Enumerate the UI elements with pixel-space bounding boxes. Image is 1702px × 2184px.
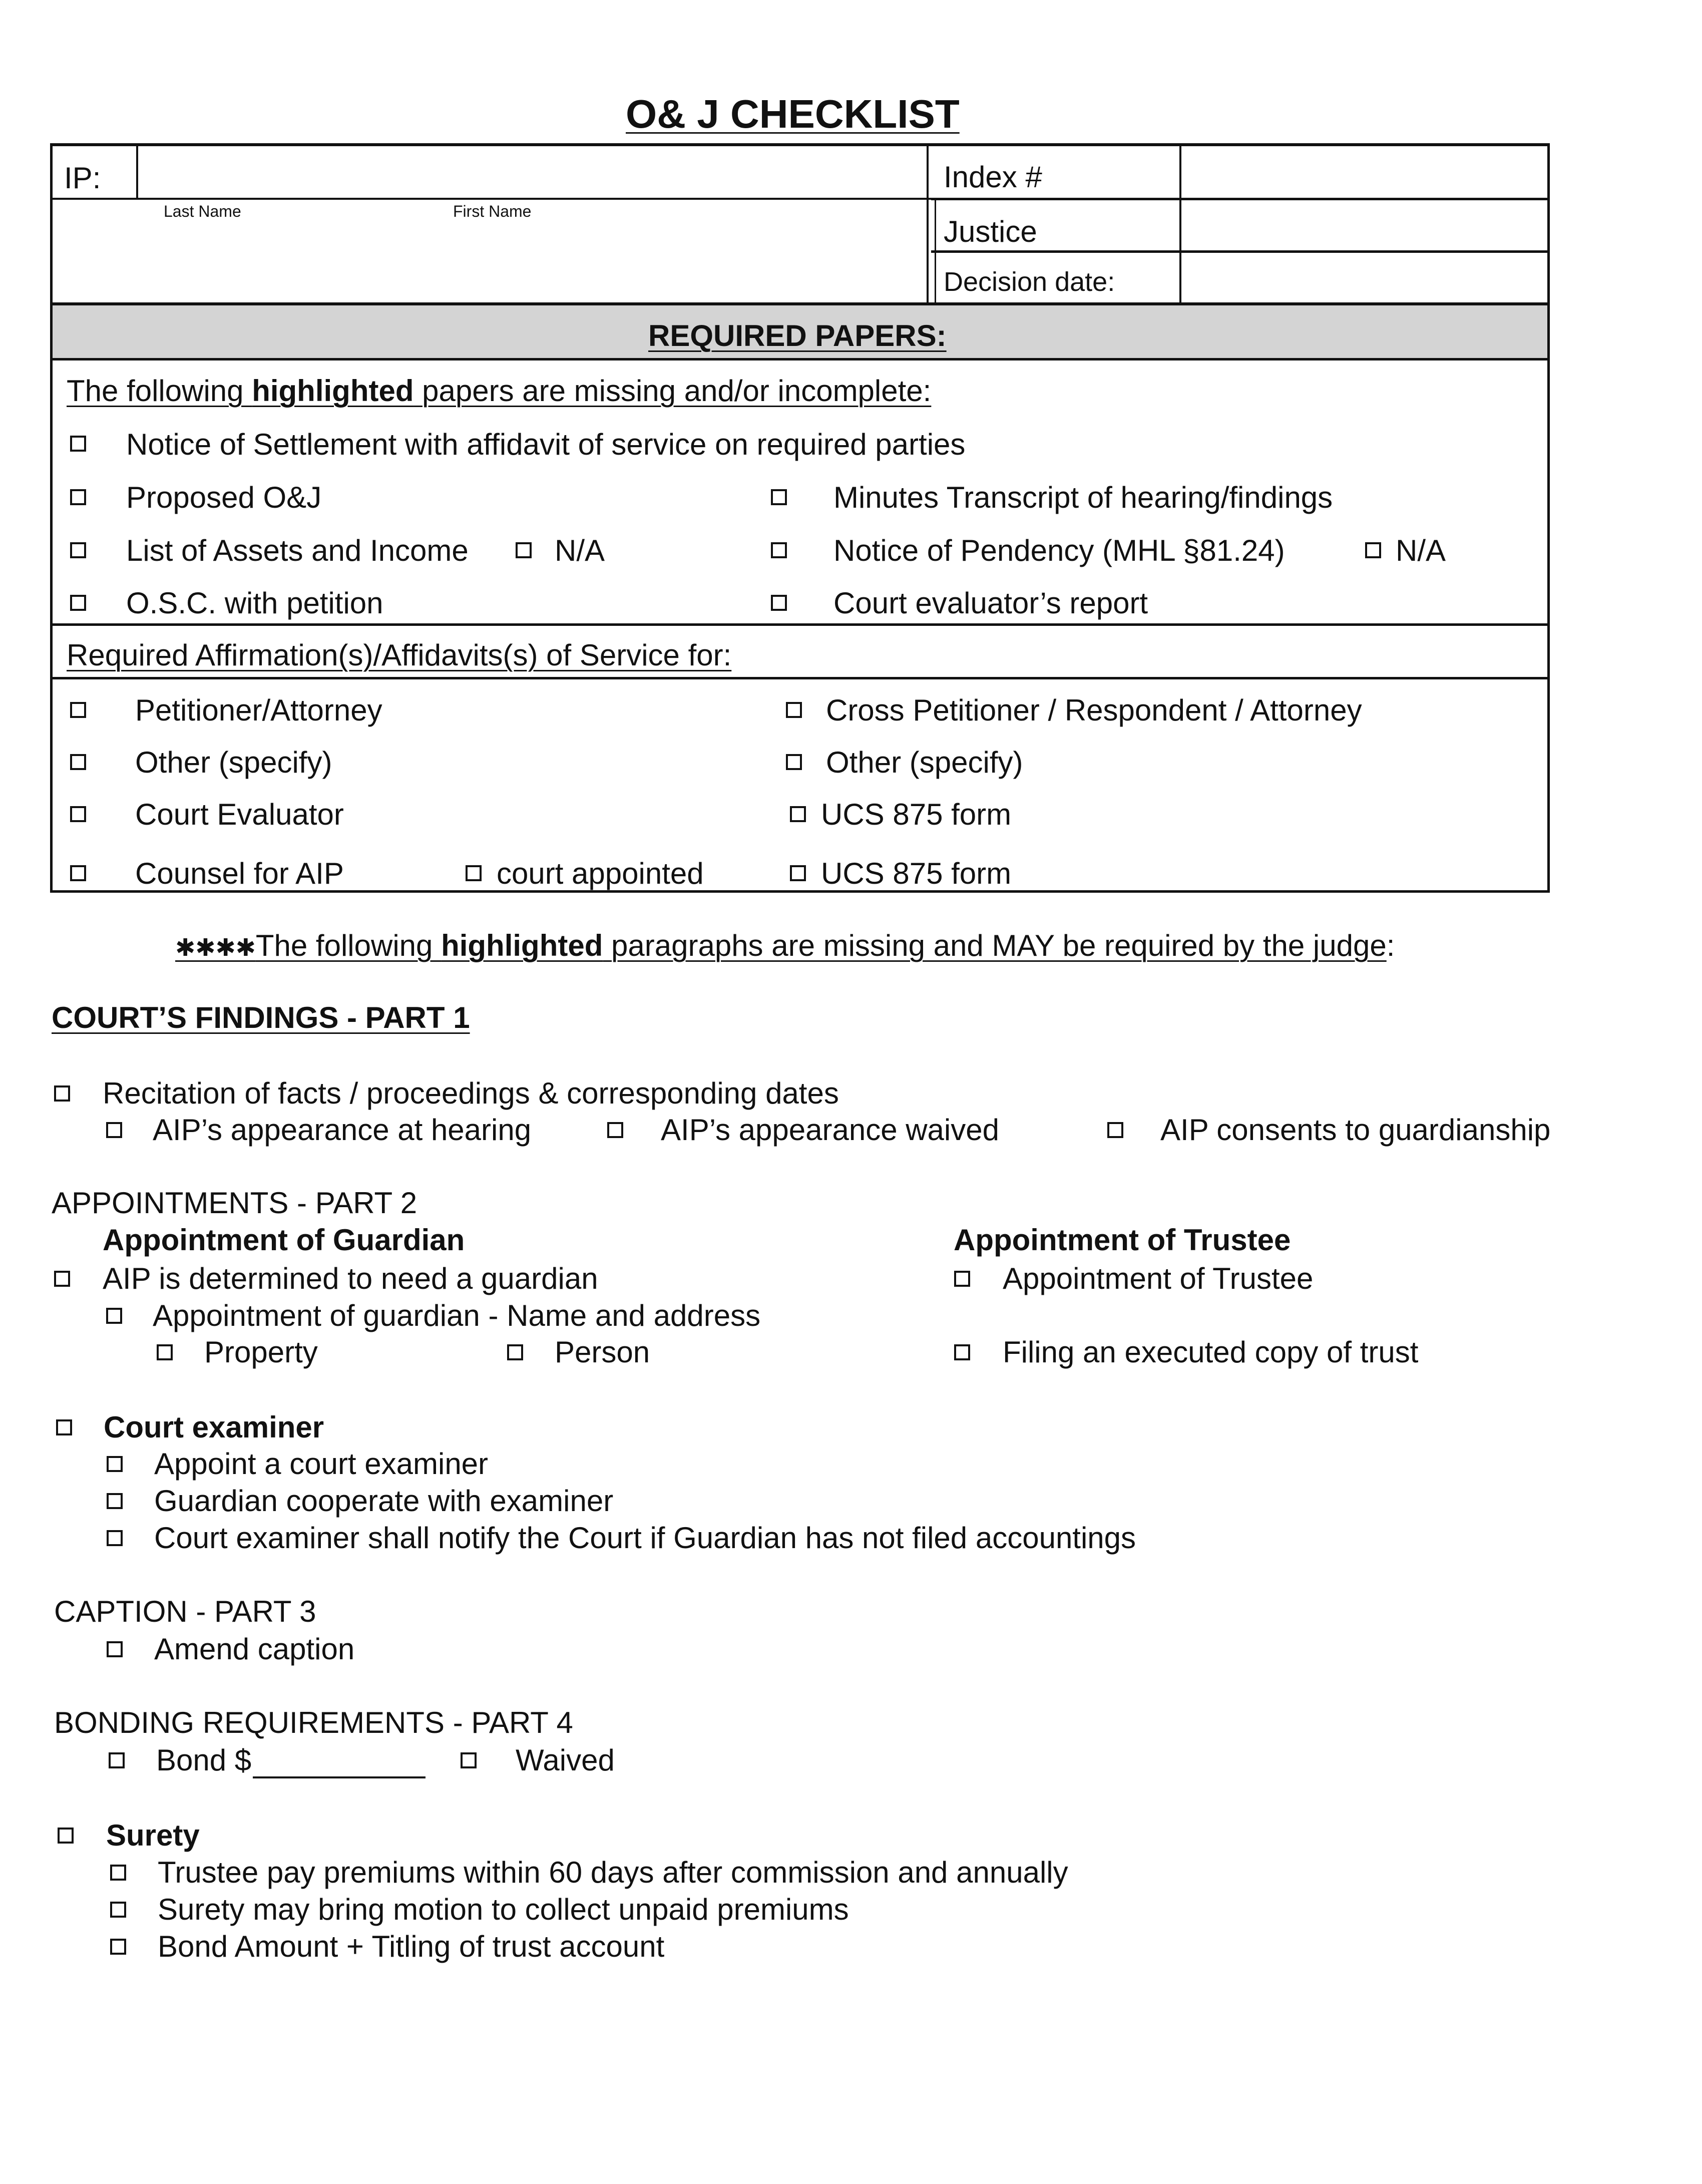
- checkbox-appearance-waived[interactable]: [607, 1122, 623, 1138]
- checkbox-examiner-item[interactable]: [107, 1530, 123, 1546]
- required-papers-heading: REQUIRED PAPERS:: [648, 319, 947, 352]
- cross-label: Cross Petitioner / Respondent / Attorney: [826, 693, 1362, 727]
- checkbox-examiner-item[interactable]: [107, 1456, 123, 1472]
- court-examiner-heading: Court examiner: [104, 1410, 324, 1444]
- bond-label: Bond $: [156, 1743, 252, 1777]
- proposed-oj-label: Proposed O&J: [126, 481, 322, 514]
- checkbox-filing-trust[interactable]: [954, 1344, 970, 1360]
- checkbox-osc[interactable]: [70, 595, 86, 611]
- part1-heading: COURT’S FINDINGS - PART 1: [52, 1001, 470, 1034]
- checkbox-ucs-1[interactable]: [790, 806, 806, 822]
- checkbox-person[interactable]: [507, 1344, 523, 1360]
- examiner-item-label: Court examiner shall notify the Court if Guardian has not filed accountings: [154, 1521, 1136, 1555]
- paragraphs-note: ✱✱✱✱The following highlighted paragraphs are missing and MAY be required by the judge:: [175, 929, 1395, 962]
- appearance-label: AIP’s appearance at hearing: [153, 1113, 532, 1147]
- counsel-label: Counsel for AIP: [135, 857, 344, 890]
- minutes-label: Minutes Transcript of hearing/findings: [833, 481, 1333, 514]
- index-field[interactable]: [1182, 146, 1546, 197]
- notice-settlement-label: Notice of Settlement with affidavit of service on required parties: [126, 428, 966, 461]
- last-name-label: Last Name: [164, 202, 241, 220]
- checkbox-counsel[interactable]: [70, 865, 86, 881]
- ip-name-field[interactable]: [139, 146, 926, 197]
- checkbox-appoint-guardian[interactable]: [106, 1308, 122, 1324]
- checkbox-appoint-trustee[interactable]: [954, 1271, 970, 1287]
- checkbox-examiner-item[interactable]: [107, 1493, 123, 1509]
- decision-date-label: Decision date:: [944, 267, 1115, 297]
- ucs-2-label: UCS 875 form: [821, 857, 1012, 890]
- ucs-1-label: UCS 875 form: [821, 798, 1012, 831]
- evaluator-report-label: Court evaluator’s report: [833, 586, 1148, 620]
- checkbox-proposed-oj[interactable]: [70, 489, 86, 505]
- checkbox-surety[interactable]: [58, 1828, 74, 1844]
- filing-trust-label: Filing an executed copy of trust: [1003, 1335, 1419, 1369]
- trustee-heading: Appointment of Trustee: [954, 1223, 1291, 1257]
- checkbox-court-examiner[interactable]: [56, 1419, 72, 1435]
- person-label: Person: [555, 1335, 650, 1369]
- bond-waived-label: Waived: [516, 1743, 615, 1777]
- assets-na-label: N/A: [555, 534, 605, 567]
- pendency-na-label: N/A: [1396, 534, 1446, 567]
- surety-item-label: Bond Amount + Titling of trust account: [158, 1930, 665, 1963]
- checkbox-surety-item[interactable]: [110, 1902, 126, 1918]
- checkbox-court-appointed[interactable]: [466, 865, 482, 881]
- checkbox-notice-settlement[interactable]: [70, 436, 86, 452]
- guardian-heading: Appointment of Guardian: [103, 1223, 465, 1257]
- checkbox-ucs-2[interactable]: [790, 865, 806, 881]
- surety-heading: Surety: [106, 1818, 200, 1852]
- pendency-label: Notice of Pendency (MHL §81.24): [833, 534, 1285, 567]
- checkbox-bond-waived[interactable]: [461, 1752, 477, 1768]
- decision-date-field[interactable]: [1182, 253, 1546, 302]
- other-right-label: Other (specify): [826, 746, 1023, 779]
- surety-item-label: Surety may bring motion to collect unpaid premiums: [158, 1893, 849, 1926]
- ip-label: IP:: [64, 161, 101, 195]
- appoint-trustee-label: Appointment of Trustee: [1003, 1262, 1314, 1295]
- first-name-label: First Name: [453, 202, 532, 220]
- checkbox-petitioner[interactable]: [70, 702, 86, 718]
- checkbox-assets[interactable]: [70, 542, 86, 558]
- needs-guardian-label: AIP is determined to need a guardian: [103, 1262, 598, 1295]
- part2-heading: APPOINTMENTS - PART 2: [52, 1186, 417, 1220]
- checkbox-recitation[interactable]: [54, 1085, 70, 1102]
- examiner-item-label: Appoint a court examiner: [154, 1447, 489, 1481]
- checkbox-surety-item[interactable]: [110, 1939, 126, 1955]
- part3-heading: CAPTION - PART 3: [54, 1595, 316, 1628]
- court-appointed-label: court appointed: [497, 857, 704, 890]
- checkbox-amend-caption[interactable]: [107, 1641, 123, 1657]
- checkbox-bond[interactable]: [109, 1752, 125, 1768]
- checkbox-assets-na[interactable]: [516, 542, 532, 558]
- page-title: O& J CHECKLIST: [626, 92, 960, 136]
- justice-label: Justice: [944, 215, 1037, 248]
- other-left-label: Other (specify): [135, 746, 332, 779]
- petitioner-label: Petitioner/Attorney: [135, 693, 382, 727]
- bond-amount-field[interactable]: [253, 1742, 426, 1778]
- part4-heading: BONDING REQUIREMENTS - PART 4: [54, 1706, 573, 1739]
- checkbox-other-right[interactable]: [786, 754, 802, 770]
- checkbox-surety-item[interactable]: [110, 1865, 126, 1881]
- justice-field[interactable]: [1182, 200, 1546, 250]
- evaluator-label: Court Evaluator: [135, 798, 344, 831]
- recitation-label: Recitation of facts / proceedings & corresponding dates: [103, 1076, 839, 1110]
- examiner-item-label: Guardian cooperate with examiner: [154, 1484, 614, 1518]
- appoint-guardian-label: Appointment of guardian - Name and address: [153, 1299, 761, 1332]
- checkbox-other-left[interactable]: [70, 754, 86, 770]
- service-heading: Required Affirmation(s)/Affidavits(s) of Service for:: [67, 638, 732, 672]
- property-label: Property: [204, 1335, 318, 1369]
- appearance-waived-label: AIP’s appearance waived: [661, 1113, 999, 1147]
- osc-label: O.S.C. with petition: [126, 586, 383, 620]
- checkbox-minutes[interactable]: [771, 489, 787, 505]
- amend-caption-label: Amend caption: [154, 1632, 355, 1666]
- checkbox-cross[interactable]: [786, 702, 802, 718]
- consents-label: AIP consents to guardianship: [1160, 1113, 1551, 1147]
- checkbox-pendency[interactable]: [771, 542, 787, 558]
- checkbox-property[interactable]: [157, 1344, 173, 1360]
- checkbox-needs-guardian[interactable]: [54, 1271, 70, 1287]
- stars: ✱✱✱✱: [175, 935, 256, 961]
- missing-papers-intro: The following highlighted papers are missing and/or incomplete:: [67, 374, 932, 408]
- checkbox-pendency-na[interactable]: [1365, 542, 1381, 558]
- checkbox-appearance[interactable]: [106, 1122, 122, 1138]
- index-label: Index #: [944, 160, 1042, 194]
- surety-item-label: Trustee pay premiums within 60 days after commission and annually: [158, 1856, 1068, 1889]
- checkbox-consents[interactable]: [1107, 1122, 1123, 1138]
- assets-label: List of Assets and Income: [126, 534, 469, 567]
- checkbox-evaluator[interactable]: [70, 806, 86, 822]
- checkbox-evaluator-report[interactable]: [771, 595, 787, 611]
